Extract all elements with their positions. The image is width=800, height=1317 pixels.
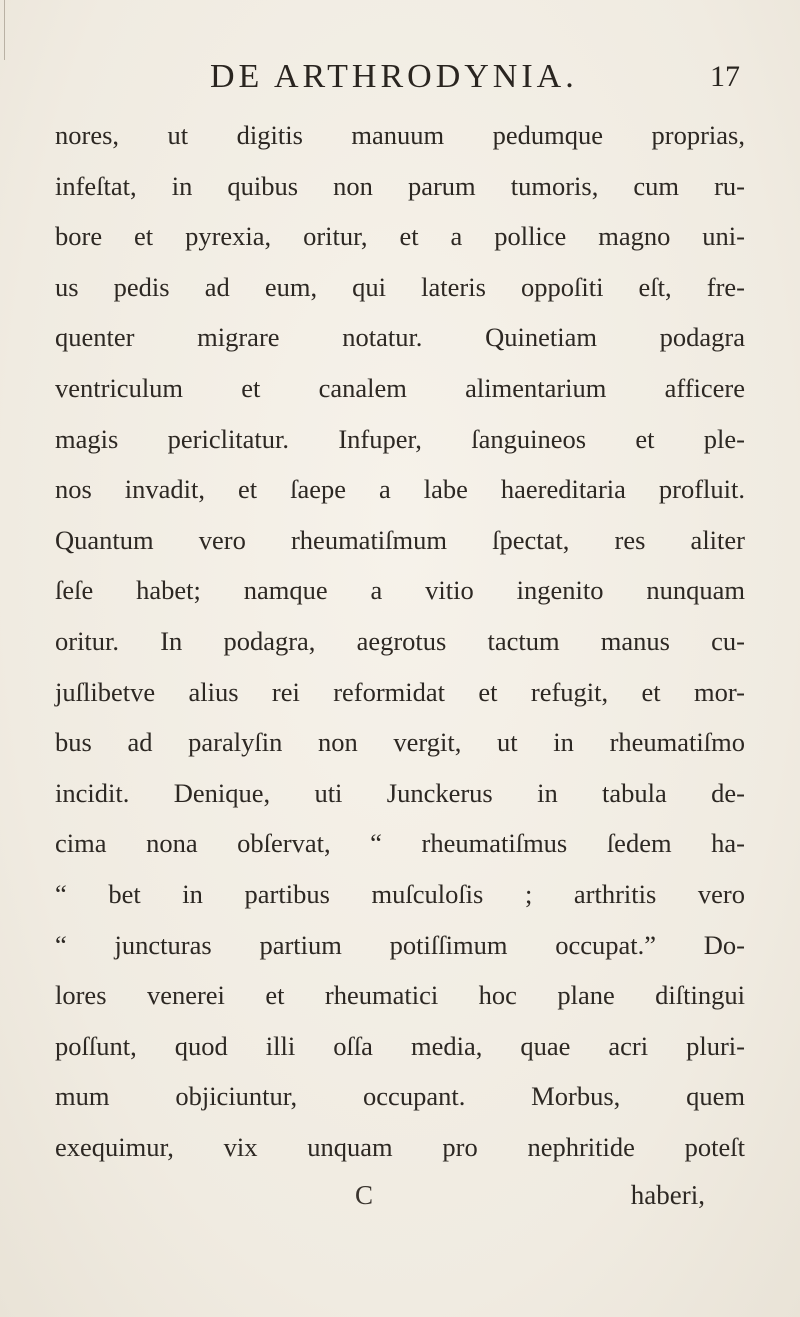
text-line: “ juncturas partium potiſſimum occupat.” Do- <box>55 929 745 960</box>
page-footer <box>55 1180 745 1220</box>
text-line: infeſtat, in quibus non parum tumoris, cum ru- <box>55 170 745 201</box>
body-text <box>55 110 745 1172</box>
text-line: nores, ut digitis manuum pedumque proprias, <box>55 120 745 150</box>
text-line: quenter migrare notatur. Quinetiam podagra <box>55 322 745 353</box>
page-edge-mark <box>4 0 5 60</box>
running-head <box>210 58 740 102</box>
text-line: magis periclitatur. Infuper, ſanguineos et ple- <box>55 423 745 454</box>
signature-mark: C <box>355 1180 374 1210</box>
text-line: lores venerei et rheumatici hoc plane diſtingui <box>55 980 745 1011</box>
running-title: DE ARTHRODYNIA. <box>210 58 578 95</box>
text-line: Quantum vero rheumatiſmum ſpectat, res aliter <box>55 524 745 555</box>
text-line: poſſunt, quod illi oſſa media, quae acri pluri- <box>55 1030 745 1061</box>
text-line: juſlibetve alius rei reformidat et refugit, et mor- <box>55 676 745 707</box>
text-line: incidit. Denique, uti Junckerus in tabula de- <box>55 777 745 808</box>
text-line: ſeſe habet; namque a vitio ingenito nunquam <box>55 575 745 606</box>
text-line: exequimur, vix unquam pro nephritide poteſt <box>55 1131 745 1162</box>
text-line: ventriculum et canalem alimentarium afficere <box>55 372 745 403</box>
text-line: “ bet in partibus muſculoſis ; arthritis vero <box>55 878 745 909</box>
text-line: mum objiciuntur, occupant. Morbus, quem <box>55 1081 745 1112</box>
text-line: cima nona obſervat, “ rheumatiſmus ſedem ha- <box>55 828 745 859</box>
text-line: us pedis ad eum, qui lateris oppoſiti eſt, fre- <box>55 271 745 302</box>
text-line: bore et pyrexia, oritur, et a pollice magno uni- <box>55 221 745 252</box>
text-line: nos invadit, et ſaepe a labe haereditaria profluit. <box>55 474 745 505</box>
catchword: haberi, <box>630 1180 705 1210</box>
text-line: oritur. In podagra, aegrotus tactum manus cu- <box>55 625 745 656</box>
text-line: bus ad paralyſin non vergit, ut in rheumatiſmo <box>55 727 745 758</box>
page-number: 17 <box>710 60 740 93</box>
